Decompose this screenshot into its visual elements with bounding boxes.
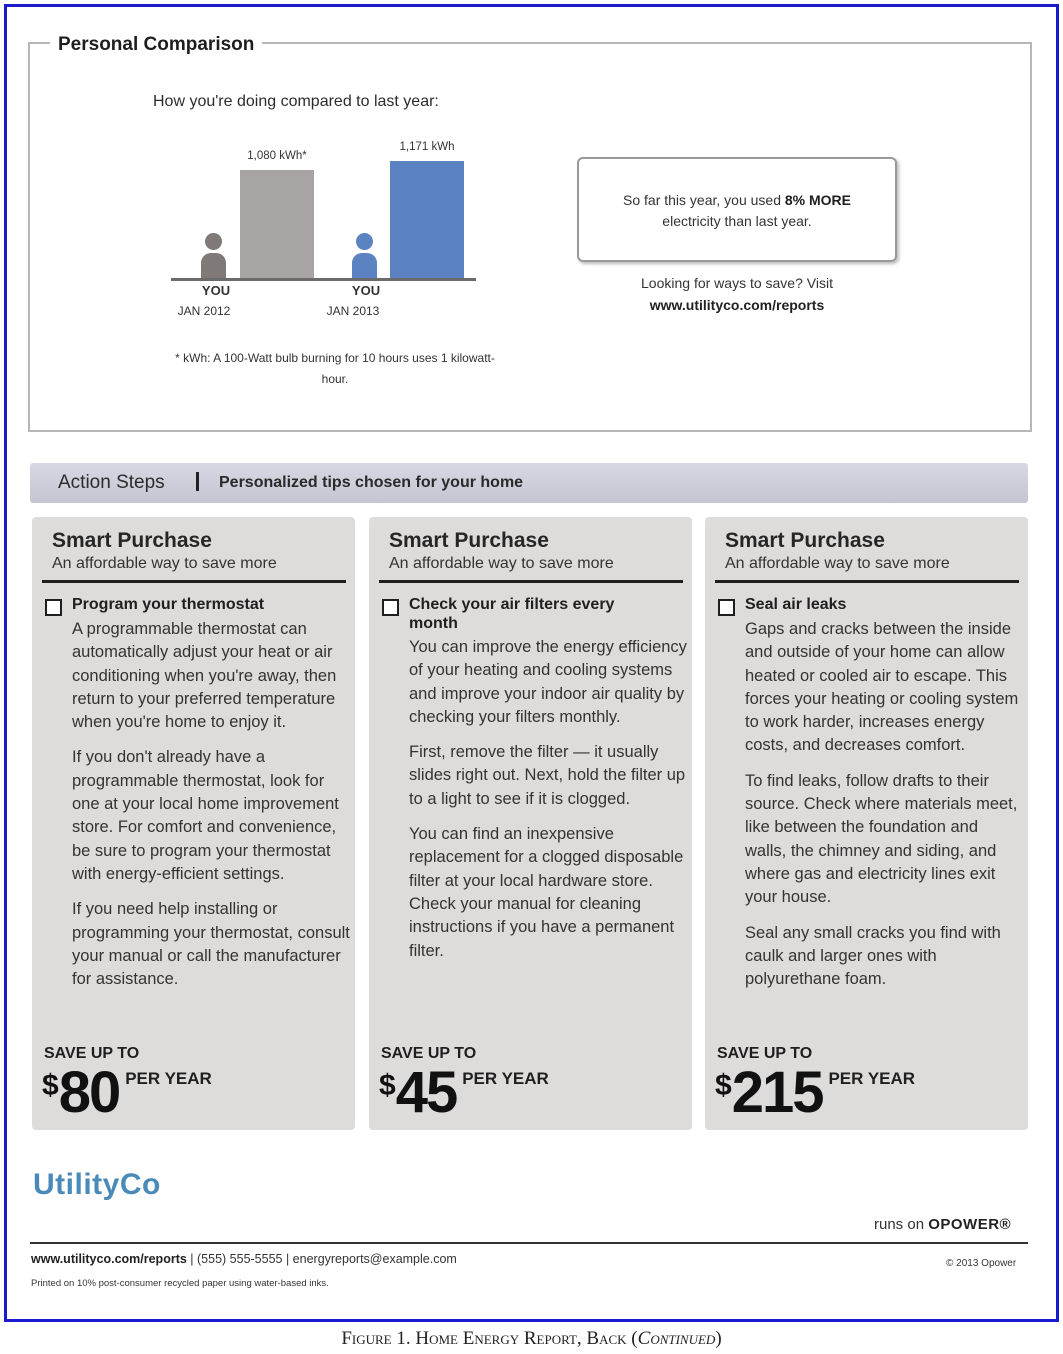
caption-suffix: ) — [715, 1328, 722, 1349]
callout-prefix: So far this year, you used — [623, 192, 785, 208]
look-for-savings — [577, 272, 897, 316]
savings-value: 45 — [395, 1060, 457, 1125]
copyright: © 2013 Opower — [946, 1258, 1017, 1269]
tip-paragraph: You can find an inexpensive replacement for a clogged disposable filter at your local hardware store. Check your manual for cleaning instructions if you have a permanent filter. — [409, 825, 684, 960]
tip-checkbox[interactable] — [718, 599, 735, 616]
header-divider — [196, 472, 199, 491]
opower-logo: OPOWER® — [928, 1216, 1012, 1233]
card-title: Smart Purchase — [52, 529, 212, 552]
caption-prefix: Figure 1. Home Energy Report, Back ( — [341, 1328, 638, 1349]
bar-jan-2012 — [240, 170, 314, 278]
tip-paragraph: Seal any small cracks you find with caulk and larger ones with polyurethane foam. — [745, 923, 1001, 989]
caption-italic: Continued — [637, 1328, 716, 1349]
tip-checkbox[interactable] — [382, 599, 399, 616]
savings-value: 215 — [731, 1060, 823, 1125]
bar-value-label: 1,171 kWh — [399, 141, 455, 153]
chart-baseline — [171, 278, 476, 281]
tip-body — [745, 618, 1023, 1003]
utilityco-logo: UtilityCo — [33, 1168, 161, 1201]
tip-title: Program your thermostat — [72, 596, 265, 613]
recycled-paper-note: Printed on 10% post-consumer recycled paper using water-based inks. — [31, 1278, 329, 1289]
tip-paragraph: First, remove the filter — it usually slides right out. Next, hold the filter up to a light to see if it is clogged. — [409, 743, 686, 808]
tip-checkbox[interactable] — [45, 599, 62, 616]
footer-rule — [30, 1242, 1028, 1244]
savings-amount — [379, 1060, 549, 1125]
callout-highlight: 8% MORE — [784, 192, 851, 208]
tip-paragraph: If you don't already have a programmable thermostat, look for one at your local home improvement store. For comfort and convenience, be sure to program your thermostat with energy-efficient settings. — [72, 748, 339, 883]
tip-paragraph: If you need help installing or programming your thermostat, consult your manual or call the manufacturer for assistance. — [72, 900, 350, 989]
savings-value: 80 — [58, 1060, 120, 1125]
tip-card-air-filters — [369, 517, 692, 1130]
dollar-sign: $ — [379, 1069, 396, 1102]
tip-body — [409, 636, 687, 975]
runs-on-opower — [874, 1216, 1011, 1233]
savings-amount — [715, 1060, 916, 1125]
runs-on-prefix: runs on — [874, 1216, 929, 1233]
action-steps-title: Action Steps — [58, 472, 165, 493]
card-title: Smart Purchase — [389, 529, 549, 552]
tip-paragraph: Gaps and cracks between the inside and outside of your home can allow heated or cooled air to escape. This forces your heating or cooling system to work harder, increases energy costs, and decreases comfort. — [745, 620, 1019, 755]
card-title: Smart Purchase — [725, 529, 885, 552]
person-body — [201, 253, 226, 278]
dollar-sign: $ — [715, 1069, 732, 1102]
look-for-text: Looking for ways to save? Visit — [641, 275, 833, 291]
you-label: YOU — [201, 283, 231, 298]
save-up-label: SAVE UP TO — [44, 1045, 140, 1062]
save-up-label: SAVE UP TO — [381, 1045, 477, 1062]
callout-suffix: electricity than last year. — [662, 213, 812, 229]
card-rule — [379, 580, 683, 583]
card-subtitle: An affordable way to save more — [725, 555, 950, 572]
dollar-sign: $ — [42, 1069, 59, 1102]
card-subtitle: An affordable way to save more — [389, 555, 614, 572]
tip-paragraph: To find leaks, follow drafts to their source. Check where materials meet, like between the foundation and walls, the chimney and siding, and where gas and electricity lines exit your house. — [745, 771, 1018, 907]
action-steps-header — [30, 463, 1028, 503]
save-up-label: SAVE UP TO — [717, 1045, 813, 1062]
usage-callout — [577, 157, 897, 262]
savings-amount — [42, 1060, 212, 1125]
action-steps-tagline: Personalized tips chosen for your home — [219, 474, 524, 491]
tip-card-thermostat — [32, 517, 355, 1130]
date-label: JAN 2013 — [326, 304, 380, 318]
footer-contact — [31, 1252, 457, 1266]
card-subtitle: An affordable way to save more — [52, 555, 277, 572]
bar-value-label: 1,080 kWh* — [247, 150, 307, 162]
figure-caption — [0, 1328, 1063, 1350]
bar-jan-2013 — [390, 161, 464, 278]
date-label: JAN 2012 — [177, 304, 231, 318]
card-rule — [42, 580, 346, 583]
comparison-subtitle: How you're doing compared to last year: — [153, 93, 439, 110]
tip-title: Check your air filters every month — [409, 596, 615, 632]
tip-paragraph: You can improve the energy efficiency of your heating and cooling systems and improve your indoor air quality by checking your filters monthly. — [409, 638, 687, 726]
personal-comparison-title: Personal Comparison — [50, 34, 262, 56]
reports-link[interactable]: www.utilityco.com/reports — [649, 297, 825, 313]
per-year-label: PER YEAR — [462, 1069, 549, 1088]
kwh-footnote: * kWh: A 100-Watt bulb burning for 10 hours uses 1 kilowatt-hour. — [175, 351, 495, 386]
person-head — [356, 233, 373, 250]
person-body — [352, 253, 377, 278]
footer-url[interactable]: www.utilityco.com/reports — [31, 1252, 187, 1266]
per-year-label: PER YEAR — [125, 1069, 212, 1088]
person-head — [205, 233, 222, 250]
tip-title: Seal air leaks — [745, 596, 847, 613]
you-label: YOU — [351, 283, 381, 298]
card-rule — [715, 580, 1019, 583]
tip-body — [72, 618, 350, 1003]
footer-contact-details: | (555) 555-5555 | energyreports@example.com — [186, 1252, 457, 1266]
per-year-label: PER YEAR — [828, 1069, 916, 1088]
tip-card-air-leaks — [705, 517, 1028, 1130]
tip-paragraph: A programmable thermostat can automatically adjust your heat or air conditioning when you're away, then return to your preferred temperature when you're home to enjoy it. — [72, 620, 337, 732]
